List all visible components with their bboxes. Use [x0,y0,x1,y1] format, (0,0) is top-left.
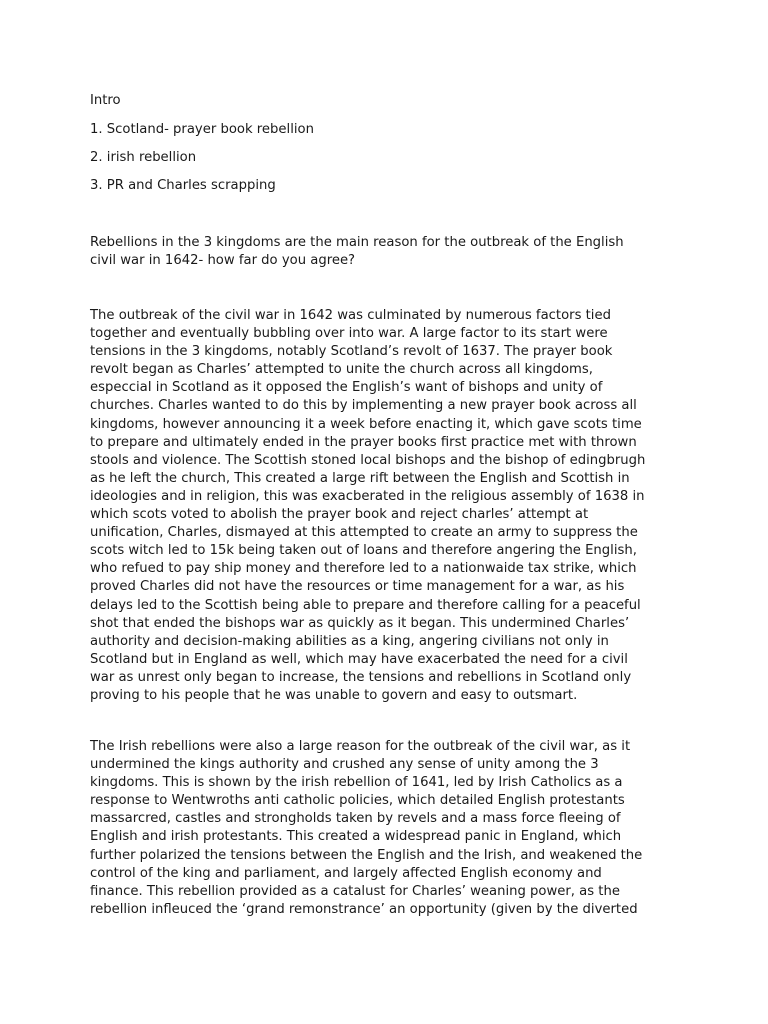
outline-heading: Intro [90,93,121,108]
outline-item-1: 1. Scotland- prayer book rebellion [90,122,314,137]
outline-item-3: 3. PR and Charles scrapping [90,178,276,193]
essay-paragraph-ireland: The Irish rebellions were also a large reason for the outbreak of the civil war, as it undermined the kings authority and crushed any sense of unity among the 3 kingdoms. This is shown by the irish rebellion of 1641, led by Irish Catholics as a response to Wentwroths anti catholic policies, which detailed English protestants massarcred, castles and strongholds taken by revels and a mass force fleeing of English and irish protestants. This created a widespread panic in England, which further polarized the tensions between the English and the Irish, and weakened the control of the king and parliament, and largely affected English economy and finance. This rebellion provided as a catalust for Charles’ weaning power, as the rebellion infleuced the ‘grand remonstrance’ an opportunity (given by the diverted [90,739,643,917]
essay-question: Rebellions in the 3 kingdoms are the main reason for the outbreak of the English civil war in 1642- how far do you agree? [90,235,624,269]
outline-item-2: 2. irish rebellion [90,150,197,165]
essay-paragraph-scotland: The outbreak of the civil war in 1642 was culminated by numerous factors tied together and eventually bubbling over into war. A large factor to its start were tensions in the 3 kingdoms, notably Scotland’s revolt of 1637. The prayer book revolt began as Charles’ attempted to unite the church across all kingdoms, especciaI in Scotland as it opposed the English’s want of bishops and unity of churches. Charles wanted to do this by implementing a new prayer book across all kingdoms, however announcing it a week before enacting it, which gave scots time to prepare and ultimately ended in the prayer books first practice met with thrown stools and violence. The Scottish stoned local bishops and the bishop of edingbrugh as he left the church, This created a large rift between the English and Scottish in ideologies and in religion, this was exacberated in the religious assembly of 1638 in which scots voted to abolish the prayer book and reject charles’ attempt at unification, Charles, dismayed at this attempted to create an army to suppress the scots witch led to 15k being taken out of loans and therefore angering the English, who refued to pay ship money and therefore led to a nationwaide tax strike, which proved Charles did not have the resources or time management for a war, as his delays led to the Scottish being able to prepare and therefore calling for a peaceful shot that ended the bishops war as quickly as it began. This undermined Charles’ authority and decision-making abilities as a king, angering civilians not only in Scotland but in England as well, which may have exacerbated the need for a civil war as unrest only began to increase, the tensions and rebellions in Scotland only proving to his people that he was unable to govern and easy to outsmart. [90,308,646,703]
